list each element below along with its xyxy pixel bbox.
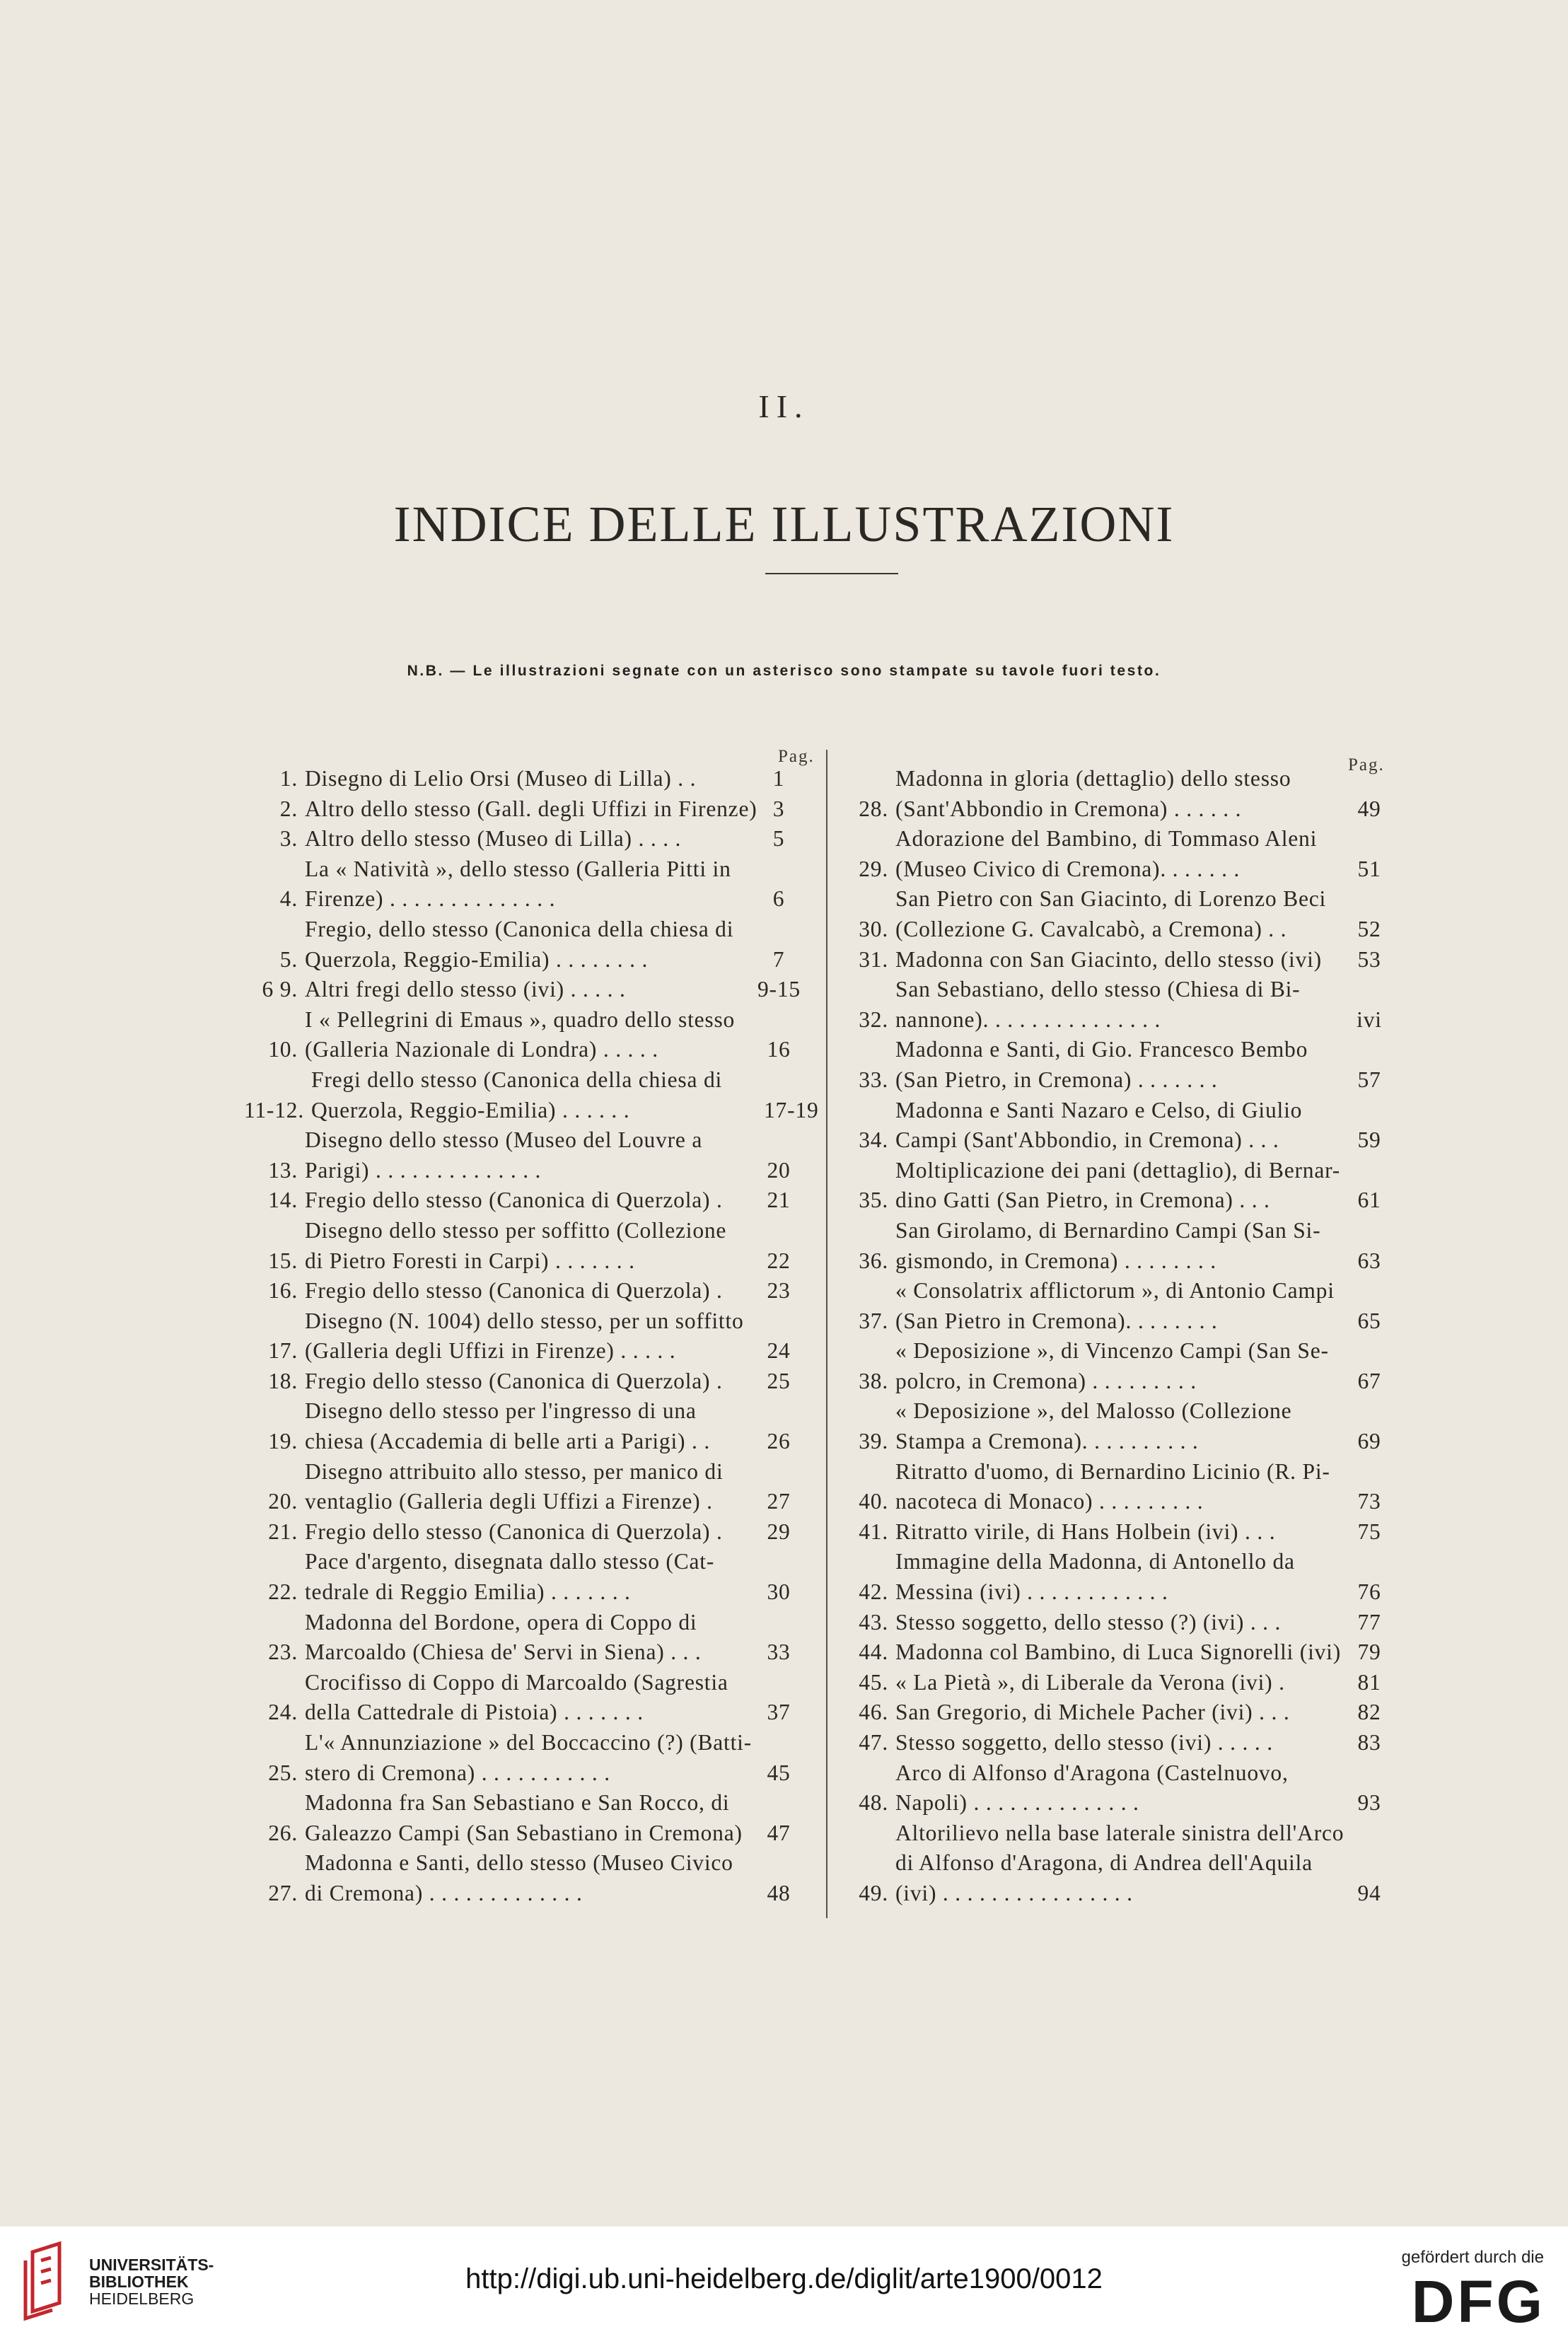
entry-line: Madonna fra San Sebastiano e San Rocco, di [305,1790,730,1816]
entry-number: 39. [859,1429,888,1454]
index-entry [835,824,1528,884]
entry-line: Disegno (N. 1004) dello stesso, per un soffitto [305,1308,744,1333]
index-entry [244,1216,937,1276]
entry-description [305,1005,757,1065]
entry-page-number: 24 [767,1338,791,1364]
entry-line: chiesa (Accademia di belle arti a Parigi) . . [305,1429,711,1454]
left-index-column [244,764,937,1909]
entry-page-number: ivi [1357,1006,1382,1032]
entry-page-number: 48 [767,1880,791,1905]
index-entry [244,915,937,975]
entry-description [305,1457,757,1517]
index-entry [244,1306,937,1366]
entry-page-number: 59 [1357,1127,1381,1153]
entry-description [895,884,1348,944]
entry-description [305,1125,757,1185]
entry-description [305,1306,757,1366]
entry-line: Parigi) . . . . . . . . . . . . . . [305,1157,542,1183]
entry-line: L'« Annunziazione » del Boccaccino (?) (Batti- [305,1730,752,1755]
entry-page-number: 7 [772,946,785,972]
entry-line: Campi (Sant'Abbondio, in Cremona) . . . [895,1127,1279,1153]
entry-page-number: 79 [1357,1639,1381,1665]
entry-number: 4. [279,886,298,912]
index-entry [835,1758,1528,1818]
entry-line: Madonna col Bambino, di Luca Signorelli (ivi) [895,1639,1342,1665]
entry-page-number: 52 [1357,916,1381,941]
entry-line: (ivi) . . . . . . . . . . . . . . . . [895,1880,1133,1905]
entry-number: 38. [859,1368,888,1393]
entry-line: Madonna e Santi Nazaro e Celso, di Giulio [895,1097,1303,1122]
entry-description [895,1096,1348,1156]
entry-page-number: 53 [1357,946,1381,972]
entry-number: 36. [859,1248,888,1273]
entry-description [305,1276,757,1306]
entry-number: 49. [859,1880,888,1905]
index-entry [835,1156,1528,1216]
left-pag-header: Pag. [778,747,815,766]
entry-page-number: 23 [767,1278,791,1304]
entry-line: Firenze) . . . . . . . . . . . . . . [305,886,556,912]
index-entry [244,1788,937,1848]
entry-description [895,1668,1348,1698]
entry-line: San Pietro con San Giacinto, di Lorenzo Beci [895,886,1327,912]
entry-number: 20. [268,1489,298,1514]
entry-line: dino Gatti (San Pietro, in Cremona) . . . [895,1188,1270,1213]
index-entry [244,854,937,915]
index-entry [244,1517,937,1548]
entry-line: Stesso soggetto, dello stesso (?) (ivi) . . . [895,1609,1282,1635]
entry-description [895,1035,1348,1095]
entry-page-number: 67 [1357,1368,1381,1393]
entry-line: Fregi dello stesso (Canonica della chiesa di [311,1067,723,1092]
entry-line: Fregio dello stesso (Canonica di Querzola) . [305,1519,723,1544]
entry-line: Moltiplicazione dei pani (dettaglio), di Bernar- [895,1157,1341,1183]
index-entry [835,1517,1528,1548]
entry-number: 41. [859,1519,888,1544]
entry-page-number: 1 [772,766,785,791]
entry-line: Altorilievo nella base laterale sinistra dell'Arco [895,1820,1345,1845]
entry-description [895,1608,1348,1638]
entry-number: 48. [859,1790,888,1816]
entry-line: stero di Cremona) . . . . . . . . . . . [305,1760,610,1785]
entry-description [895,1336,1348,1396]
entry-page-number: 6 [772,886,785,912]
entry-description [305,1216,757,1276]
entry-line: Marcoaldo (Chiesa de' Servi in Siena) . . . [305,1639,702,1665]
entry-number: 24. [268,1700,298,1725]
entry-line: Altro dello stesso (Museo di Lilla) . . . . [305,826,682,852]
index-entry [244,1065,937,1125]
index-entry [835,884,1528,944]
entry-line: Disegno dello stesso per soffitto (Collezione [305,1217,727,1243]
entry-line: « Deposizione », di Vincenzo Campi (San Se- [895,1338,1329,1364]
index-entry [835,1457,1528,1517]
entry-number: 5. [279,946,298,972]
entry-description [305,1788,757,1848]
entry-number: 40. [859,1489,888,1514]
entry-description [305,764,757,794]
entry-line: (Galleria degli Uffizi in Firenze) . . . . . [305,1338,676,1364]
entry-line: Stampa a Cremona). . . . . . . . . . [895,1429,1199,1454]
entry-description [305,915,757,975]
entry-page-number: 65 [1357,1308,1381,1333]
entry-line: nacoteca di Monaco) . . . . . . . . . [895,1489,1204,1514]
entry-line: (Museo Civico di Cremona). . . . . . . [895,856,1241,881]
entry-page-number: 94 [1357,1880,1381,1905]
index-entry [835,1728,1528,1758]
entry-description [895,1637,1348,1668]
entry-number: 11-12. [244,1097,304,1122]
entry-number: 35. [859,1188,888,1213]
library-name-line: HEIDELBERG [89,2289,194,2308]
entry-number: 2. [279,796,298,821]
entry-number: 34. [859,1127,888,1153]
entry-number: 6 9. [262,977,298,1002]
entry-number: 21. [268,1519,298,1544]
entry-description [305,1848,757,1908]
entry-number: 37. [859,1308,888,1333]
entry-line: della Cattedrale di Pistoia) . . . . . . . [305,1700,644,1725]
entry-page-number: 76 [1357,1579,1381,1605]
entry-line: Madonna con San Giacinto, dello stesso (ivi) [895,946,1322,972]
entry-page-number: 49 [1357,796,1381,821]
index-entry [835,1668,1528,1698]
entry-page-number: 25 [767,1368,791,1393]
entry-line: Madonna e Santi, di Gio. Francesco Bembo [895,1037,1308,1062]
index-entry [835,1096,1528,1156]
index-entry [835,975,1528,1035]
entry-line: Disegno attribuito allo stesso, per manico di [305,1458,724,1484]
entry-number: 17. [268,1338,298,1364]
entry-line: San Girolamo, di Bernardino Campi (San Si- [895,1217,1321,1243]
entry-page-number: 33 [767,1639,791,1665]
entry-line: Pace d'argento, disegnata dallo stesso (Cat- [305,1549,715,1574]
entry-page-number: 63 [1357,1248,1381,1273]
entry-number: 30. [859,916,888,941]
entry-line: Querzola, Reggio-Emilia) . . . . . . [311,1097,630,1122]
entry-line: di Alfonso d'Aragona, di Andrea dell'Aquila [895,1850,1313,1876]
entry-description [895,1457,1348,1517]
entry-number: 10. [268,1037,298,1062]
entry-description [895,1697,1348,1728]
entry-line: I « Pellegrini di Emaus », quadro dello stesso [305,1006,736,1032]
entry-description [305,1517,757,1548]
index-entry [835,1396,1528,1456]
entry-number: 45. [859,1669,888,1695]
index-entry [244,1547,937,1607]
index-entry [244,1005,937,1065]
entry-description [895,824,1348,884]
entry-number: 26. [268,1820,298,1845]
entry-number: 46. [859,1700,888,1725]
permalink-url[interactable]: http://digi.ub.uni-heidelberg.de/diglit/arte1900/0012 [465,2263,1103,2294]
footer-bar [0,2227,1568,2339]
entry-number: 28. [859,796,888,821]
entry-line: La « Natività », dello stesso (Galleria Pitti in [305,856,731,881]
entry-number: 1. [279,766,298,791]
entry-page-number: 21 [767,1188,791,1213]
entry-page-number: 93 [1357,1790,1381,1816]
entry-page-number: 20 [767,1157,791,1183]
entry-line: « Deposizione », del Malosso (Collezione [895,1398,1292,1424]
entry-description [895,1276,1348,1336]
entry-page-number: 51 [1357,856,1381,881]
entry-line: di Pietro Foresti in Carpi) . . . . . . . [305,1248,635,1273]
entry-description [305,824,757,854]
entry-description [305,854,757,915]
index-entry [835,1035,1528,1095]
index-entry [244,1185,937,1216]
entry-description [895,1396,1348,1456]
entry-line: Immagine della Madonna, di Antonello da [895,1549,1295,1574]
index-entry [244,1366,937,1397]
entry-number: 47. [859,1730,888,1755]
entry-description [895,1156,1348,1216]
entry-line: (Sant'Abbondio in Cremona) . . . . . . [895,796,1242,821]
library-name-line: UNIVERSITÄTS- [89,2256,214,2274]
entry-description [895,1818,1348,1909]
entry-page-number: 9-15 [757,977,801,1002]
entry-line: Fregio dello stesso (Canonica di Querzola) . [305,1188,723,1213]
right-index-column [835,764,1528,1909]
library-name-line: BIBLIOTHEK [89,2273,189,2291]
index-entry [835,1697,1528,1728]
index-entry [244,1457,937,1517]
entry-description [895,1728,1348,1758]
entry-page-number: 81 [1357,1669,1381,1695]
entry-page-number: 57 [1357,1067,1381,1092]
index-entry [835,1216,1528,1276]
entry-description [895,1517,1348,1548]
entry-line: Disegno di Lelio Orsi (Museo di Lilla) . . [305,766,697,791]
entry-line: San Sebastiano, dello stesso (Chiesa di Bi- [895,977,1301,1002]
entry-page-number: 77 [1357,1609,1381,1635]
entry-page-number: 17-19 [764,1097,819,1122]
entry-number: 22. [268,1579,298,1605]
entry-number: 18. [268,1368,298,1393]
index-entry [244,1728,937,1788]
entry-description [895,764,1348,824]
entry-number: 31. [859,946,888,972]
entry-description [895,975,1348,1035]
entry-number: 15. [268,1248,298,1273]
entry-line: gismondo, in Cremona) . . . . . . . . [895,1248,1216,1273]
entry-line: Madonna in gloria (dettaglio) dello stesso [895,766,1291,791]
entry-line: Madonna e Santi, dello stesso (Museo Civico [305,1850,733,1876]
entry-number: 33. [859,1067,888,1092]
index-entry [244,975,937,1005]
entry-line: di Cremona) . . . . . . . . . . . . . [305,1880,583,1905]
entry-line: (San Pietro in Cremona). . . . . . . . [895,1308,1218,1333]
entry-line: Crocifisso di Coppo di Marcoaldo (Sagrestia [305,1669,728,1695]
entry-description [895,945,1348,975]
entry-page-number: 45 [767,1760,791,1785]
entry-line: Adorazione del Bambino, di Tommaso Aleni [895,826,1318,852]
entry-line: Disegno dello stesso per l'ingresso di una [305,1398,697,1424]
entry-page-number: 26 [767,1429,791,1454]
entry-page-number: 61 [1357,1188,1381,1213]
entry-line: « La Pietà », di Liberale da Verona (ivi) . [895,1669,1285,1695]
entry-page-number: 5 [772,826,785,852]
index-entry [244,764,937,794]
entry-line: Stesso soggetto, dello stesso (ivi) . . . . . [895,1730,1273,1755]
entry-line: Altro dello stesso (Gall. degli Uffizi in Firenze) [305,796,757,821]
index-entry [835,1818,1528,1909]
index-entry [835,1276,1528,1336]
entry-description [305,1608,757,1668]
entry-number: 32. [859,1006,888,1032]
entry-line: (Collezione G. Cavalcabò, a Cremona) . . [895,916,1287,941]
entry-description [305,1728,757,1788]
entry-number: 19. [268,1429,298,1454]
entry-line: ventaglio (Galleria degli Uffizi a Firenze) . [305,1489,713,1514]
entry-page-number: 47 [767,1820,791,1845]
entry-line: Ritratto virile, di Hans Holbein (ivi) . . . [895,1519,1276,1544]
entry-description [305,1366,757,1397]
entry-line: Napoli) . . . . . . . . . . . . . . [895,1790,1139,1816]
entry-page-number: 16 [767,1037,791,1062]
entry-number: 29. [859,856,888,881]
entry-page-number: 69 [1357,1429,1381,1454]
entry-line: (San Pietro, in Cremona) . . . . . . . [895,1067,1218,1092]
entry-line: Fregio dello stesso (Canonica di Querzola) . [305,1278,723,1304]
entry-description [305,1185,757,1216]
entry-page-number: 22 [767,1248,791,1273]
entry-line: Querzola, Reggio-Emilia) . . . . . . . . [305,946,649,972]
entry-line: tedrale di Reggio Emilia) . . . . . . . [305,1579,631,1605]
index-entry [835,1637,1528,1668]
entry-line: Fregio dello stesso (Canonica di Querzola) . [305,1368,723,1393]
page-title: INDICE DELLE ILLUSTRAZIONI [393,496,1175,553]
index-entry [835,1608,1528,1638]
entry-number: 3. [279,826,298,852]
entry-number: 42. [859,1579,888,1605]
index-entry [244,1276,937,1306]
entry-page-number: 75 [1357,1519,1381,1544]
entry-number: 23. [268,1639,298,1665]
entry-description [895,1216,1348,1276]
entry-description [311,1065,764,1125]
entry-description [305,1396,757,1456]
entry-number: 25. [268,1760,298,1785]
title-rule [765,573,898,574]
index-entry [244,794,937,825]
entry-description [895,1547,1348,1607]
entry-page-number: 27 [767,1489,791,1514]
entry-number: 16. [268,1278,298,1304]
entry-page-number: 83 [1357,1730,1381,1755]
entry-number: 43. [859,1609,888,1635]
right-pag-header: Pag. [1348,755,1385,774]
chapter-number: II. [758,388,810,424]
index-entry [835,1336,1528,1396]
index-entry [835,1547,1528,1607]
entry-line: Galeazzo Campi (San Sebastiano in Cremona) [305,1820,743,1845]
entry-description [305,1547,757,1607]
dfg-logo[interactable]: DFG [1411,2268,1545,2335]
index-entry [244,1125,937,1185]
index-entry [244,1668,937,1728]
entry-line: Ritratto d'uomo, di Bernardino Licinio (R. Pi- [895,1458,1330,1484]
index-entry [835,945,1528,975]
entry-number: 27. [268,1880,298,1905]
entry-number: 13. [268,1157,298,1183]
entry-page-number: 82 [1357,1700,1381,1725]
index-entry [244,1396,937,1456]
index-entry [835,764,1528,824]
entry-number: 44. [859,1639,888,1665]
entry-line: nannone). . . . . . . . . . . . . . . [895,1006,1161,1032]
funded-by-label: gefördert durch die [1401,2248,1544,2267]
entry-line: Disegno dello stesso (Museo del Louvre a [305,1127,703,1153]
entry-page-number: 73 [1357,1489,1381,1514]
entry-line: Madonna del Bordone, opera di Coppo di [305,1609,697,1635]
entry-description [895,1758,1348,1818]
entry-description [305,794,757,825]
entry-page-number: 30 [767,1579,791,1605]
asterisk-note: N.B. — Le illustrazioni segnate con un asterisco sono stampate su tavole fuori testo. [407,663,1161,679]
entry-line: (Galleria Nazionale di Londra) . . . . . [305,1037,658,1062]
entry-line: polcro, in Cremona) . . . . . . . . . [895,1368,1197,1393]
index-entry [244,824,937,854]
entry-line: Fregio, dello stesso (Canonica della chiesa di [305,916,734,941]
entry-page-number: 37 [767,1700,791,1725]
index-entry [244,1608,937,1668]
entry-line: Arco di Alfonso d'Aragona (Castelnuovo, [895,1760,1289,1785]
entry-description [305,975,757,1005]
entry-number: 14. [268,1188,298,1213]
entry-line: « Consolatrix afflictorum », di Antonio Campi [895,1278,1335,1304]
entry-page-number: 3 [772,796,785,821]
entry-line: Messina (ivi) . . . . . . . . . . . . [895,1579,1168,1605]
entry-line: San Gregorio, di Michele Pacher (ivi) . . . [895,1700,1290,1725]
index-entry [244,1848,937,1908]
entry-page-number: 29 [767,1519,791,1544]
entry-line: Altri fregi dello stesso (ivi) . . . . . [305,977,626,1002]
entry-description [305,1668,757,1728]
